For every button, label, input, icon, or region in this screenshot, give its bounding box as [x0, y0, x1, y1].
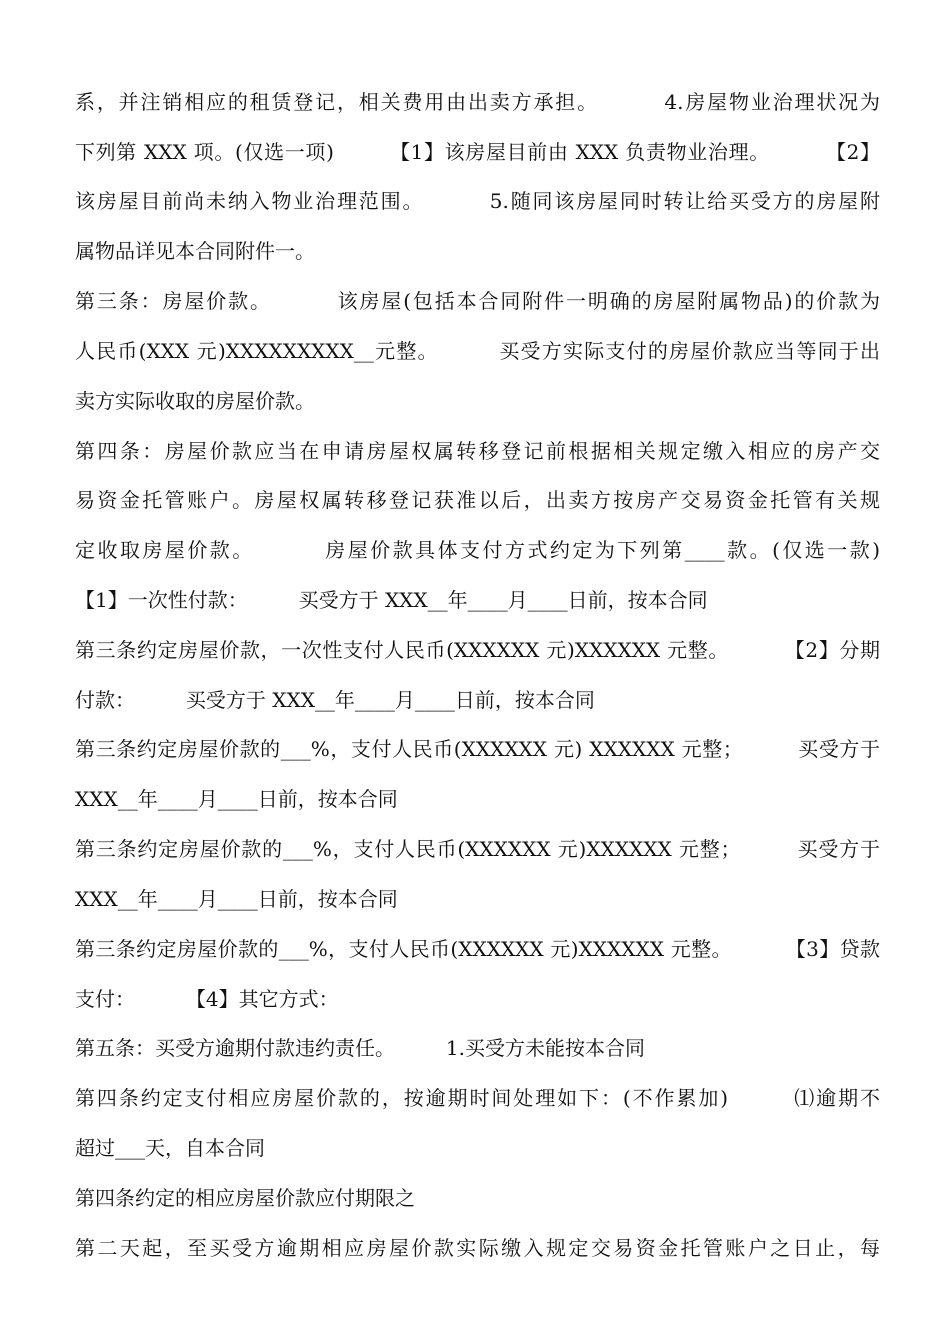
text-line-20: 第五条：买受方逾期付款违约责任。 1.买受方未能按本合同	[75, 1036, 645, 1060]
text-line-17: XXX__年____月____日前，按本合同	[75, 887, 398, 911]
text-line-11: 【1】一次性付款： 买受方于 XXX__年____月____日前，按本合同	[75, 588, 708, 612]
text-line-7: 卖方实际收取的房屋价款。	[75, 389, 315, 413]
text-line-16: 第三条约定房屋价款的___%，支付人民币(XXXXXX 元)XXXXXX 元整； 买受方于	[75, 837, 880, 861]
text-line-6: 人民币(XXX 元)XXXXXXXXX__元整。 买受方实际支付的房屋价款应当等同于出	[75, 339, 880, 363]
text-line-5: 第三条：房屋价款。 该房屋(包括本合同附件一明确的房屋附属物品)的价款为	[75, 289, 880, 313]
text-line-22: 超过___天，自本合同	[75, 1136, 265, 1160]
text-line-8: 第四条：房屋价款应当在申请房屋权属转移登记前根据相关规定缴入相应的房产交	[75, 439, 880, 463]
text-line-19: 支付： 【4】其它方式：	[75, 987, 339, 1011]
text-line-4: 属物品详见本合同附件一。	[75, 239, 315, 263]
text-line-14: 第三条约定房屋价款的___%，支付人民币(XXXXXX 元) XXXXXX 元整； 买受方于	[75, 737, 880, 761]
text-line-18: 第三条约定房屋价款的___%，支付人民币(XXXXXX 元)XXXXXX 元整。 【3】贷款	[75, 937, 880, 961]
text-line-15: XXX__年____月____日前，按本合同	[75, 787, 398, 811]
text-line-10: 定收取房屋价款。 房屋价款具体支付方式约定为下列第____款。(仅选一款)	[75, 538, 880, 562]
text-line-23: 第四条约定的相应房屋价款应付期限之	[75, 1186, 415, 1210]
text-line-13: 付款： 买受方于 XXX__年____月____日前，按本合同	[75, 688, 595, 712]
text-line-12: 第三条约定房屋价款，一次性支付人民币(XXXXXX 元)XXXXXX 元整。 【2】分期	[75, 638, 880, 662]
text-line-1: 系，并注销相应的租赁登记，相关费用由出卖方承担。 4.房屋物业治理状况为	[75, 90, 880, 114]
text-line-24: 第二天起，至买受方逾期相应房屋价款实际缴入规定交易资金托管账户之日止，每	[75, 1236, 880, 1260]
text-line-3: 该房屋目前尚未纳入物业治理范围。 5.随同该房屋同时转让给买受方的房屋附	[75, 189, 880, 213]
text-line-21: 第四条约定支付相应房屋价款的，按逾期时间处理如下：(不作累加) ⑴逾期不	[75, 1086, 880, 1110]
text-line-9: 易资金托管账户。房屋权属转移登记获准以后，出卖方按房产交易资金托管有关规	[75, 488, 880, 512]
text-line-2: 下列第 XXX 项。(仅选一项) 【1】该房屋目前由 XXX 负责物业治理。 【2】	[75, 140, 880, 164]
